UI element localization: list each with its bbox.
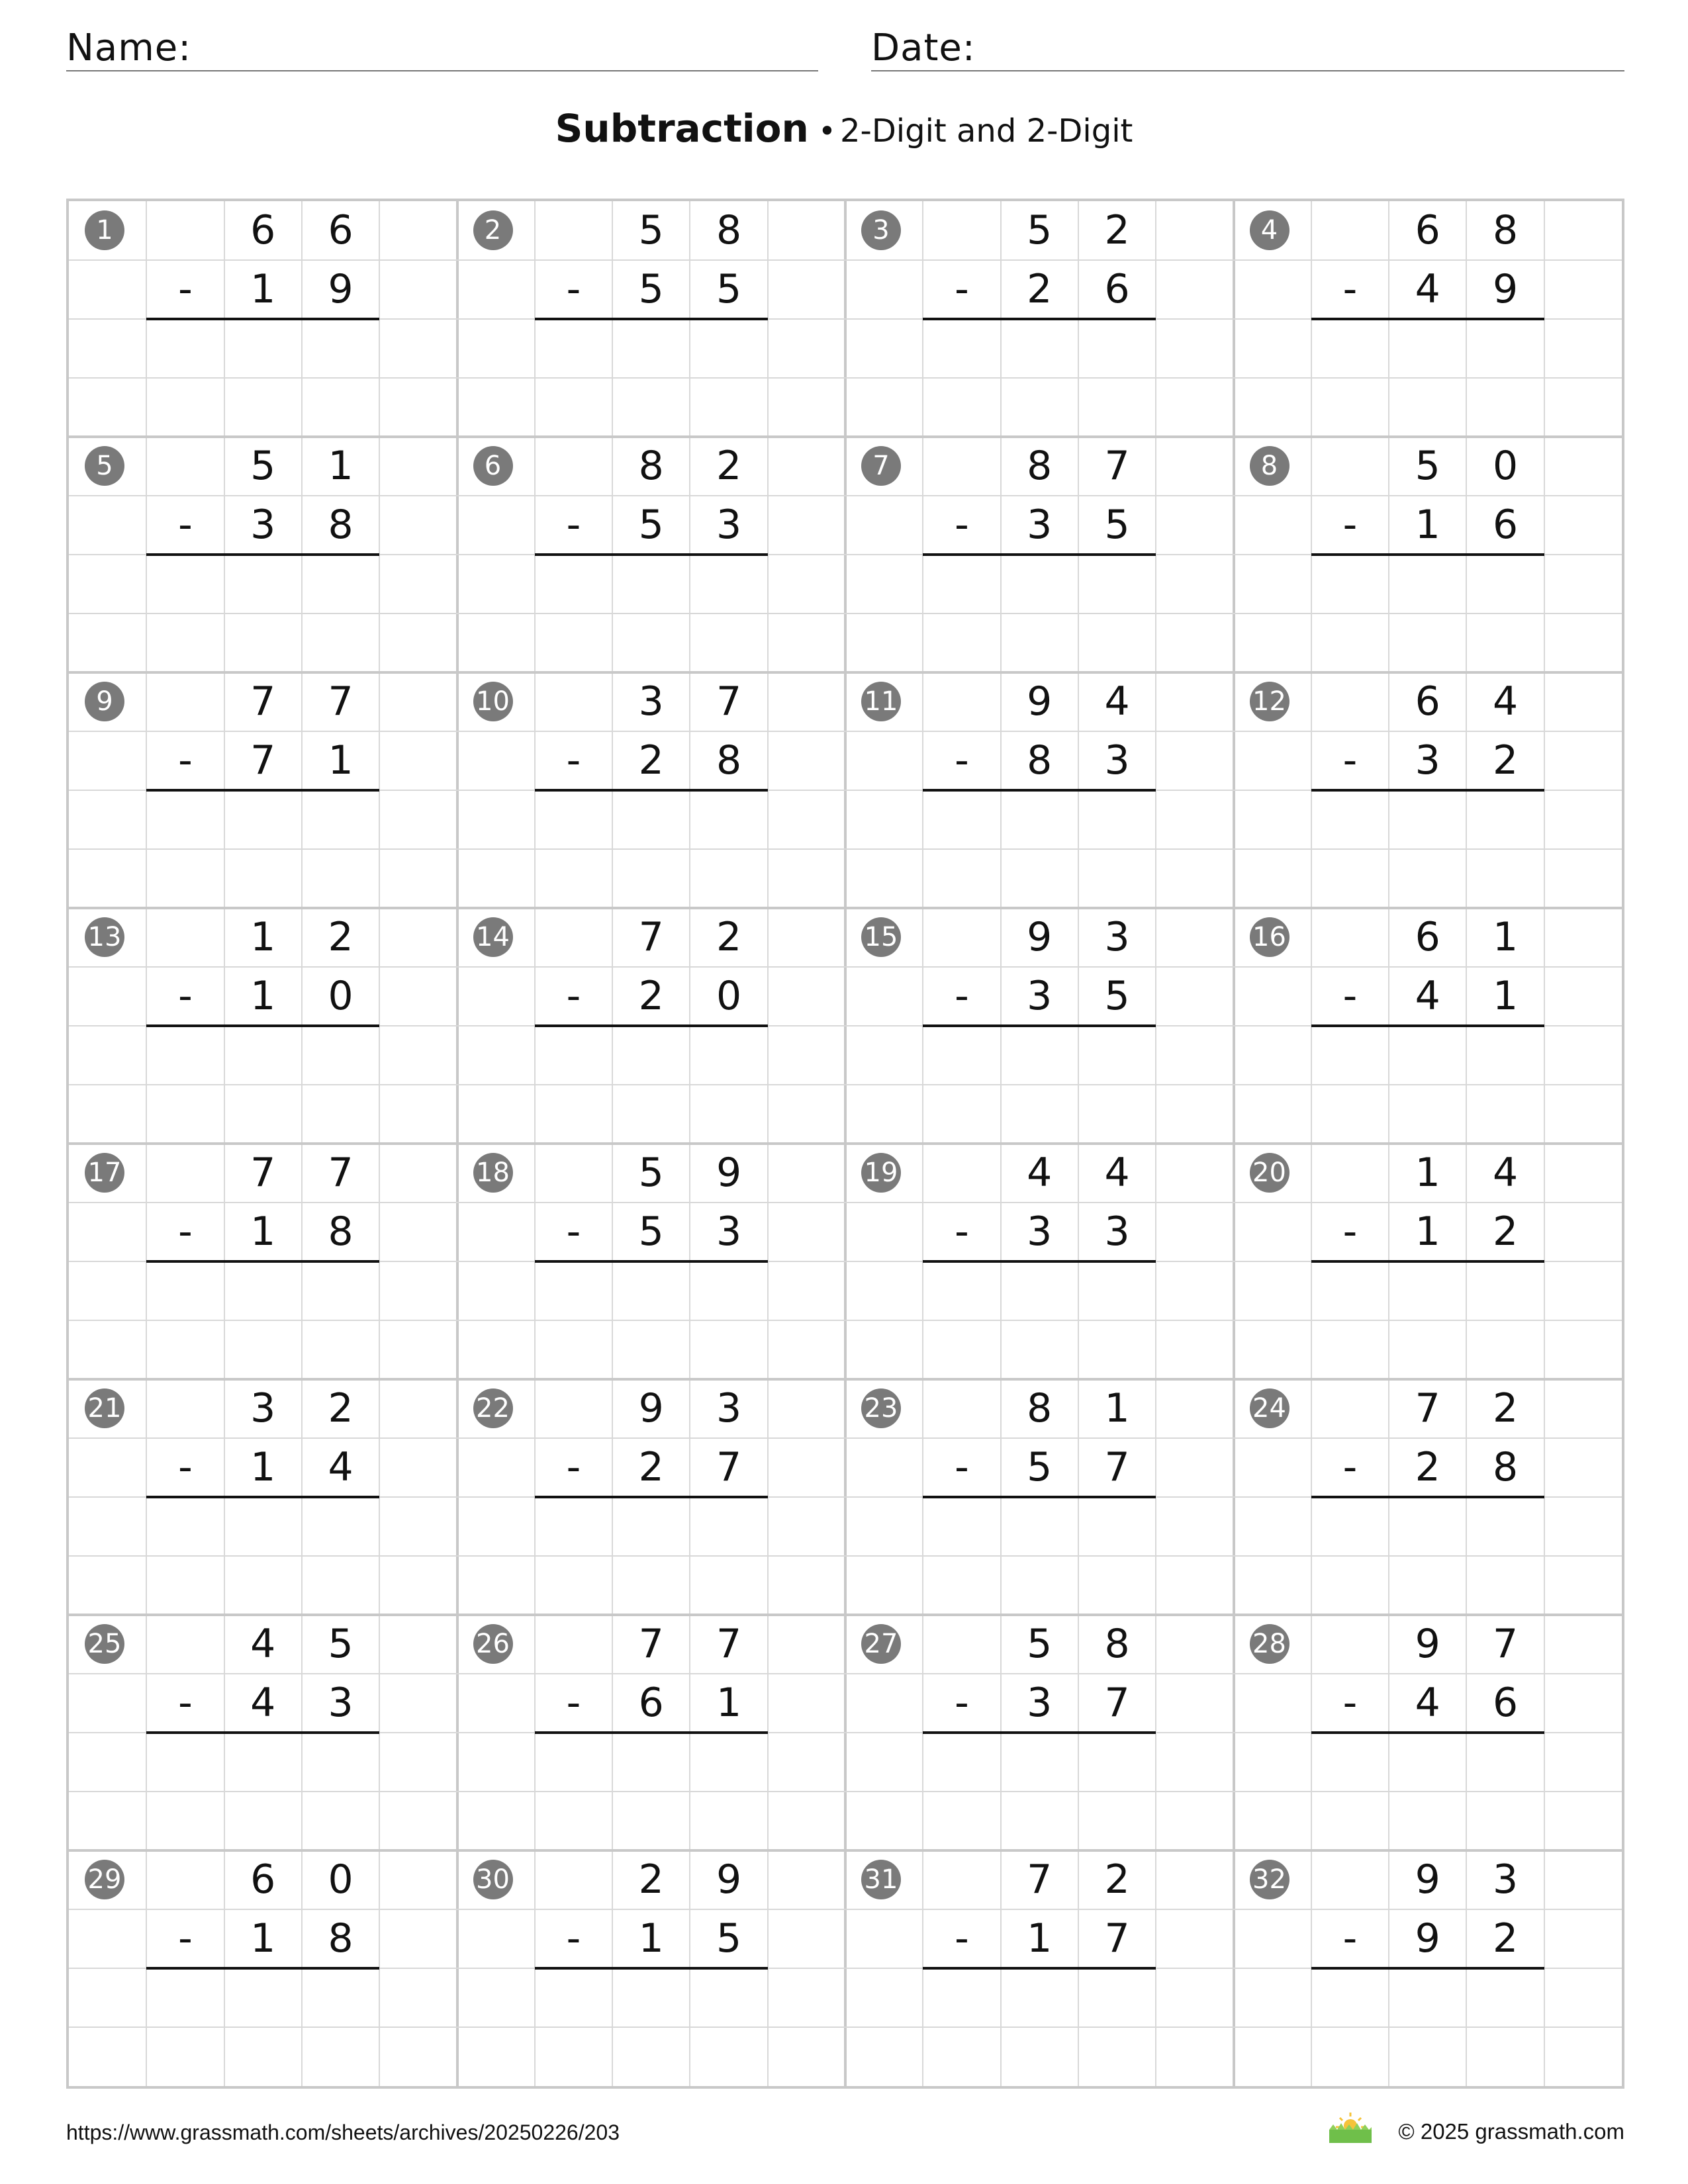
minuend-tens-digit: 4 [1027, 1150, 1053, 1196]
minus-sign: - [566, 266, 581, 312]
minus-sign: - [955, 1680, 969, 1726]
footer-copyright: © 2025 grassmath.com [1398, 2119, 1624, 2144]
problem-31 [845, 1850, 1234, 2086]
minus-sign: - [955, 737, 969, 784]
minuend-ones-digit: 5 [328, 1621, 353, 1667]
minus-sign: - [1342, 1680, 1358, 1726]
minuend-ones-digit: 3 [716, 1385, 742, 1432]
problem-9 [69, 672, 457, 908]
minuend-tens-digit: 1 [250, 914, 276, 960]
minus-sign: - [178, 973, 193, 1019]
answer-area[interactable] [923, 790, 1156, 908]
problem-6 [457, 437, 846, 672]
minuend-ones-digit: 7 [328, 1150, 353, 1196]
minuend-ones-digit: 4 [1104, 678, 1130, 725]
subtrahend-tens-digit: 1 [250, 1208, 276, 1255]
problem-28 [1234, 1615, 1622, 1850]
minus-sign: - [178, 737, 193, 784]
problem-10 [457, 672, 846, 908]
minuend-tens-digit: 5 [1415, 443, 1440, 489]
problem-number-badge: 28 [1250, 1624, 1289, 1664]
answer-area[interactable] [1311, 1261, 1544, 1379]
minuend-ones-digit: 2 [716, 914, 742, 960]
problem-17 [69, 1144, 457, 1379]
answer-area[interactable] [535, 1733, 768, 1850]
problem-number-badge: 11 [861, 682, 901, 721]
problem-11 [845, 672, 1234, 908]
answer-area[interactable] [146, 555, 379, 672]
problem-number-badge: 13 [85, 917, 124, 957]
subtrahend-ones-digit: 6 [1104, 266, 1130, 312]
minuend-ones-digit: 2 [716, 443, 742, 489]
minuend-tens-digit: 6 [1415, 207, 1440, 253]
minus-sign: - [178, 1680, 193, 1726]
minus-sign: - [1342, 502, 1358, 548]
worksheet-title [0, 106, 1688, 151]
minus-sign: - [178, 266, 193, 312]
subtrahend-tens-digit: 3 [1027, 1208, 1053, 1255]
answer-area[interactable] [535, 790, 768, 908]
minuend-ones-digit: 2 [1104, 1856, 1130, 1903]
minuend-tens-digit: 9 [1027, 678, 1053, 725]
problem-7 [845, 437, 1234, 672]
minuend-ones-digit: 4 [1104, 1150, 1130, 1196]
problem-number-badge: 22 [473, 1388, 513, 1428]
grass-sun-logo-icon [1327, 2110, 1374, 2144]
problem-number-badge: 18 [473, 1153, 513, 1193]
problem-number-badge: 5 [85, 446, 124, 486]
problem-number-badge: 6 [473, 446, 513, 486]
problem-20 [1234, 1144, 1622, 1379]
subtrahend-ones-digit: 3 [328, 1680, 353, 1726]
subtrahend-ones-digit: 3 [1104, 737, 1130, 784]
answer-area[interactable] [535, 319, 768, 437]
answer-area[interactable] [146, 319, 379, 437]
subtrahend-ones-digit: 0 [716, 973, 742, 1019]
minuend-ones-digit: 4 [1492, 1150, 1519, 1196]
minus-sign: - [566, 1915, 581, 1962]
problem-27 [845, 1615, 1234, 1850]
minuend-tens-digit: 9 [1415, 1856, 1440, 1903]
answer-area[interactable] [923, 1026, 1156, 1144]
answer-area[interactable] [535, 1968, 768, 2086]
minuend-ones-digit: 8 [1492, 207, 1519, 253]
subtrahend-tens-digit: 4 [1415, 266, 1440, 312]
problem-number-badge: 26 [473, 1624, 513, 1664]
problem-number-badge: 32 [1250, 1860, 1289, 1899]
answer-area[interactable] [146, 1026, 379, 1144]
problem-number-badge: 7 [861, 446, 901, 486]
minuend-tens-digit: 5 [1027, 1621, 1053, 1667]
answer-area[interactable] [1311, 1733, 1544, 1850]
minuend-tens-digit: 7 [250, 678, 276, 725]
problem-19 [845, 1144, 1234, 1379]
answer-area[interactable] [923, 319, 1156, 437]
minuend-tens-digit: 6 [1415, 678, 1440, 725]
problem-number-badge: 20 [1250, 1153, 1289, 1193]
title-main: Subtraction [555, 106, 809, 151]
subtrahend-ones-digit: 3 [716, 502, 742, 548]
minuend-ones-digit: 8 [716, 207, 742, 253]
subtrahend-ones-digit: 5 [1104, 502, 1130, 548]
minuend-tens-digit: 7 [1415, 1385, 1440, 1432]
subtrahend-ones-digit: 5 [716, 1915, 742, 1962]
minuend-ones-digit: 9 [716, 1150, 742, 1196]
answer-area[interactable] [146, 1968, 379, 2086]
answer-area[interactable] [1311, 1968, 1544, 2086]
minuend-ones-digit: 1 [1492, 914, 1519, 960]
subtrahend-tens-digit: 4 [1415, 973, 1440, 1019]
problem-1 [69, 201, 457, 437]
answer-area[interactable] [1311, 790, 1544, 908]
minus-sign: - [1342, 1208, 1358, 1255]
problem-number-badge: 25 [85, 1624, 124, 1664]
minuend-tens-digit: 5 [1027, 207, 1053, 253]
subtrahend-tens-digit: 3 [1415, 737, 1440, 784]
problem-number-badge: 12 [1250, 682, 1289, 721]
minuend-tens-digit: 6 [250, 207, 276, 253]
problem-18 [457, 1144, 846, 1379]
problem-number-badge: 21 [85, 1388, 124, 1428]
minus-sign: - [566, 1680, 581, 1726]
subtrahend-ones-digit: 3 [1104, 1208, 1130, 1255]
problem-number-badge: 17 [85, 1153, 124, 1193]
subtrahend-tens-digit: 5 [638, 1208, 664, 1255]
minuend-tens-digit: 8 [1027, 1385, 1053, 1432]
problem-21 [69, 1379, 457, 1615]
answer-area[interactable] [535, 1261, 768, 1379]
minuend-ones-digit: 4 [1492, 678, 1519, 725]
minuend-ones-digit: 9 [716, 1856, 742, 1903]
subtrahend-tens-digit: 1 [250, 1915, 276, 1962]
answer-area[interactable] [923, 1968, 1156, 2086]
subtrahend-tens-digit: 2 [638, 973, 664, 1019]
problem-number-badge: 15 [861, 917, 901, 957]
subtrahend-tens-digit: 7 [250, 737, 276, 784]
subtrahend-tens-digit: 1 [250, 973, 276, 1019]
answer-area[interactable] [535, 1497, 768, 1615]
minuend-ones-digit: 2 [328, 914, 353, 960]
subtrahend-tens-digit: 5 [638, 266, 664, 312]
minuend-tens-digit: 3 [638, 678, 664, 725]
problem-22 [457, 1379, 846, 1615]
problem-number-badge: 30 [473, 1860, 513, 1899]
answer-area[interactable] [1311, 319, 1544, 437]
subtrahend-ones-digit: 7 [1104, 1680, 1130, 1726]
subtrahend-ones-digit: 1 [716, 1680, 742, 1726]
minuend-tens-digit: 4 [250, 1621, 276, 1667]
problem-number-badge: 2 [473, 210, 513, 250]
subtrahend-tens-digit: 1 [1415, 502, 1440, 548]
minus-sign: - [566, 737, 581, 784]
problem-number-badge: 14 [473, 917, 513, 957]
date-field[interactable] [871, 24, 1624, 71]
minuend-ones-digit: 2 [1104, 207, 1130, 253]
answer-area[interactable] [923, 1497, 1156, 1615]
minuend-ones-digit: 0 [1492, 443, 1519, 489]
minus-sign: - [1342, 1444, 1358, 1490]
minuend-ones-digit: 7 [1104, 443, 1130, 489]
problem-number-badge: 27 [861, 1624, 901, 1664]
minuend-ones-digit: 8 [1104, 1621, 1130, 1667]
subtrahend-tens-digit: 1 [1027, 1915, 1053, 1962]
minuend-tens-digit: 1 [1415, 1150, 1440, 1196]
minus-sign: - [1342, 737, 1358, 784]
problem-4 [1234, 201, 1622, 437]
footer-url: https://www.grassmath.com/sheets/archives/20250226/203 [66, 2120, 620, 2144]
answer-area[interactable] [146, 790, 379, 908]
subtrahend-tens-digit: 3 [250, 502, 276, 548]
problem-29 [69, 1850, 457, 2086]
subtrahend-tens-digit: 2 [638, 1444, 664, 1490]
problem-number-badge: 4 [1250, 210, 1289, 250]
minus-sign: - [178, 1444, 193, 1490]
answer-area[interactable] [923, 1733, 1156, 1850]
problem-number-badge: 16 [1250, 917, 1289, 957]
answer-area[interactable] [535, 555, 768, 672]
subtrahend-tens-digit: 3 [1027, 973, 1053, 1019]
problem-24 [1234, 1379, 1622, 1615]
subtrahend-ones-digit: 0 [328, 973, 353, 1019]
problem-grid [66, 199, 1624, 2089]
minuend-ones-digit: 1 [1104, 1385, 1130, 1432]
problem-15 [845, 908, 1234, 1144]
minuend-ones-digit: 7 [1492, 1621, 1519, 1667]
subtrahend-ones-digit: 7 [1104, 1444, 1130, 1490]
problem-12 [1234, 672, 1622, 908]
minus-sign: - [955, 973, 969, 1019]
subtrahend-ones-digit: 9 [328, 266, 353, 312]
minuend-ones-digit: 7 [328, 678, 353, 725]
answer-area[interactable] [535, 1026, 768, 1144]
minuend-ones-digit: 6 [328, 207, 353, 253]
minuend-tens-digit: 3 [250, 1385, 276, 1432]
minuend-tens-digit: 7 [1027, 1856, 1053, 1903]
subtrahend-tens-digit: 3 [1027, 502, 1053, 548]
minus-sign: - [955, 1444, 969, 1490]
minuend-tens-digit: 9 [638, 1385, 664, 1432]
answer-area[interactable] [923, 555, 1156, 672]
minuend-tens-digit: 7 [638, 1621, 664, 1667]
subtrahend-ones-digit: 8 [328, 502, 353, 548]
subtrahend-ones-digit: 8 [1492, 1444, 1519, 1490]
minus-sign: - [955, 266, 969, 312]
problem-number-badge: 23 [861, 1388, 901, 1428]
answer-area[interactable] [1311, 555, 1544, 672]
minuend-tens-digit: 7 [638, 914, 664, 960]
subtrahend-tens-digit: 2 [1415, 1444, 1440, 1490]
problem-8 [1234, 437, 1622, 672]
minus-sign: - [1342, 1915, 1358, 1962]
problem-30 [457, 1850, 846, 2086]
minuend-tens-digit: 8 [638, 443, 664, 489]
subtrahend-ones-digit: 7 [1104, 1915, 1130, 1962]
minuend-ones-digit: 3 [1492, 1856, 1519, 1903]
problem-number-badge: 24 [1250, 1388, 1289, 1428]
subtrahend-tens-digit: 1 [250, 1444, 276, 1490]
minus-sign: - [566, 1444, 581, 1490]
subtrahend-ones-digit: 2 [1492, 1915, 1519, 1962]
minus-sign: - [955, 1208, 969, 1255]
minuend-ones-digit: 0 [328, 1856, 353, 1903]
title-subtitle: 2-Digit and 2-Digit [839, 113, 1133, 150]
subtrahend-tens-digit: 5 [638, 502, 664, 548]
problem-number-badge: 8 [1250, 446, 1289, 486]
subtrahend-ones-digit: 8 [716, 737, 742, 784]
subtrahend-ones-digit: 7 [716, 1444, 742, 1490]
answer-area[interactable] [923, 1261, 1156, 1379]
minuend-tens-digit: 8 [1027, 443, 1053, 489]
minuend-ones-digit: 2 [328, 1385, 353, 1432]
problem-16 [1234, 908, 1622, 1144]
answer-area[interactable] [146, 1733, 379, 1850]
subtrahend-tens-digit: 1 [638, 1915, 664, 1962]
minuend-tens-digit: 7 [250, 1150, 276, 1196]
minuend-tens-digit: 6 [250, 1856, 276, 1903]
problem-25 [69, 1615, 457, 1850]
subtrahend-ones-digit: 5 [1104, 973, 1130, 1019]
answer-area[interactable] [1311, 1026, 1544, 1144]
subtrahend-ones-digit: 2 [1492, 737, 1519, 784]
minus-sign: - [955, 502, 969, 548]
subtrahend-ones-digit: 8 [328, 1208, 353, 1255]
subtrahend-tens-digit: 4 [1415, 1680, 1440, 1726]
minuend-tens-digit: 5 [638, 207, 664, 253]
minuend-tens-digit: 5 [638, 1150, 664, 1196]
problem-number-badge: 31 [861, 1860, 901, 1899]
subtrahend-tens-digit: 6 [638, 1680, 664, 1726]
problem-number-badge: 1 [85, 210, 124, 250]
subtrahend-ones-digit: 8 [328, 1915, 353, 1962]
minuend-tens-digit: 6 [1415, 914, 1440, 960]
problem-23 [845, 1379, 1234, 1615]
minus-sign: - [566, 973, 581, 1019]
problem-number-badge: 9 [85, 682, 124, 721]
subtrahend-tens-digit: 4 [250, 1680, 276, 1726]
subtrahend-ones-digit: 6 [1492, 502, 1519, 548]
problem-26 [457, 1615, 846, 1850]
answer-area[interactable] [146, 1497, 379, 1615]
subtrahend-ones-digit: 2 [1492, 1208, 1519, 1255]
subtrahend-tens-digit: 3 [1027, 1680, 1053, 1726]
minuend-tens-digit: 2 [638, 1856, 664, 1903]
problem-3 [845, 201, 1234, 437]
problem-2 [457, 201, 846, 437]
minuend-ones-digit: 2 [1492, 1385, 1519, 1432]
minuend-ones-digit: 7 [716, 1621, 742, 1667]
problem-13 [69, 908, 457, 1144]
answer-area[interactable] [1311, 1497, 1544, 1615]
subtrahend-tens-digit: 8 [1027, 737, 1053, 784]
minuend-ones-digit: 3 [1104, 914, 1130, 960]
problem-number-badge: 3 [861, 210, 901, 250]
minuend-ones-digit: 7 [716, 678, 742, 725]
subtrahend-tens-digit: 1 [1415, 1208, 1440, 1255]
date-label: Date: [871, 26, 976, 69]
subtrahend-ones-digit: 3 [716, 1208, 742, 1255]
minus-sign: - [1342, 973, 1358, 1019]
title-bullet: • [818, 113, 836, 149]
subtrahend-tens-digit: 5 [1027, 1444, 1053, 1490]
minus-sign: - [955, 1915, 969, 1962]
minus-sign: - [178, 502, 193, 548]
subtrahend-tens-digit: 2 [638, 737, 664, 784]
minuend-tens-digit: 9 [1027, 914, 1053, 960]
minuend-tens-digit: 5 [250, 443, 276, 489]
subtrahend-ones-digit: 5 [716, 266, 742, 312]
minuend-tens-digit: 9 [1415, 1621, 1440, 1667]
problem-5 [69, 437, 457, 672]
subtrahend-ones-digit: 9 [1492, 266, 1519, 312]
problem-32 [1234, 1850, 1622, 2086]
subtrahend-ones-digit: 6 [1492, 1680, 1519, 1726]
subtrahend-ones-digit: 1 [1492, 973, 1519, 1019]
problem-14 [457, 908, 846, 1144]
minus-sign: - [1342, 266, 1358, 312]
subtrahend-ones-digit: 4 [328, 1444, 353, 1490]
problem-number-badge: 10 [473, 682, 513, 721]
subtrahend-tens-digit: 9 [1415, 1915, 1440, 1962]
minus-sign: - [566, 502, 581, 548]
minus-sign: - [178, 1915, 193, 1962]
answer-area[interactable] [146, 1261, 379, 1379]
problem-number-badge: 29 [85, 1860, 124, 1899]
problem-number-badge: 19 [861, 1153, 901, 1193]
subtrahend-tens-digit: 2 [1027, 266, 1053, 312]
minus-sign: - [178, 1208, 193, 1255]
subtrahend-ones-digit: 1 [328, 737, 353, 784]
subtrahend-tens-digit: 1 [250, 266, 276, 312]
minuend-ones-digit: 1 [328, 443, 353, 489]
minus-sign: - [566, 1208, 581, 1255]
name-label: Name: [66, 26, 192, 69]
